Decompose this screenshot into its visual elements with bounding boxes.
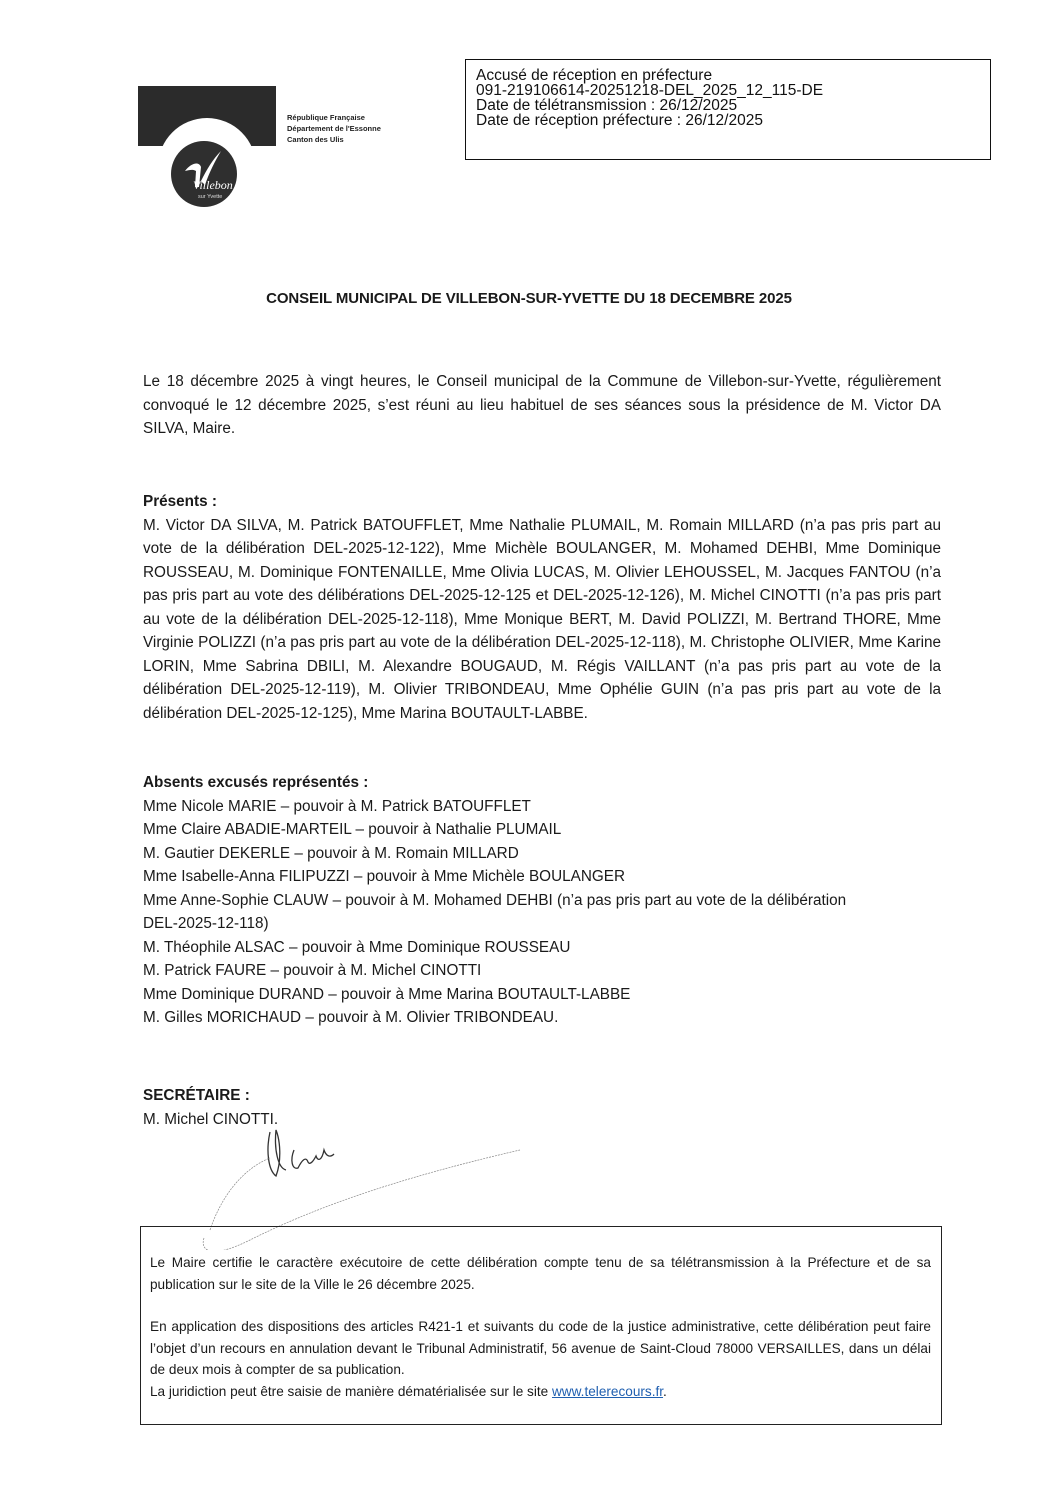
absent-row: Mme Anne-Sophie CLAUW – pouvoir à M. Mohamed DEHBI (n’a pas pris part au vote de la délibération [143,891,847,909]
secretary-heading: SECRÉTAIRE : [143,1087,250,1104]
caption-line-canton: Canton des Ulis [287,135,344,144]
absent-row: Mme Nicole MARIE – pouvoir à M. Patrick BATOUFFLET [143,797,531,815]
stamp-reception-date: Date de réception préfecture : 26/12/2025 [476,112,763,129]
absent-row: M. Gautier DEKERLE – pouvoir à M. Romain MILLARD [143,844,519,862]
document-title: CONSEIL MUNICIPAL DE VILLEBON-SUR-YVETTE DU 18 DECEMBRE 2025 [266,290,792,307]
appeal-text: En application des dispositions des articles R421-1 et suivants du code de la justice administrative, cette délibération peut faire l’objet d’un recours en annulation devant le Tribunal Administratif, 56 avenue de Saint-Cloud 78000 VERSAILLES, dans un délai de deux mois à compter de sa publication. [150,1319,931,1377]
absent-row: DEL-2025-12-118) [143,915,269,932]
logo-emblem-icon [171,141,237,207]
republic-caption [287,112,381,145]
absent-row: Mme Dominique DURAND – pouvoir à Mme Marina BOUTAULT-LABBE [143,985,631,1003]
secretary-name: M. Michel CINOTTI. [143,1110,279,1128]
presents-heading: Présents : [143,493,217,510]
online-appeal-suffix: . [663,1383,667,1399]
stamp-reference: 091-219106614-20251218-DEL_2025_12_115-DE [476,82,824,99]
absents-section [143,771,941,1030]
absent-row: M. Patrick FAURE – pouvoir à M. Michel CINOTTI [143,962,482,979]
caption-line-republic: République Française [287,113,365,122]
stamp-title: Accusé de réception en préfecture [476,67,713,84]
online-appeal-prefix: La juridiction peut être saisie de manière dématérialisée sur le site [150,1383,552,1399]
absent-row: M. Gilles MORICHAUD – pouvoir à M. Olivier TRIBONDEAU. [143,1009,559,1026]
stamp-transmission-date: Date de télétransmission : 26/12/2025 [476,97,738,114]
absent-row: M. Théophile ALSAC – pouvoir à Mme Dominique ROUSSEAU [143,938,571,956]
absents-heading: Absents excusés représentés : [143,774,369,791]
svg-text:Villebon: Villebon [193,178,233,192]
presents-section [143,490,941,725]
intro-paragraph: Le 18 décembre 2025 à vingt heures, le Conseil municipal de la Commune de Villebon-sur-Yvette, régulièrement convoqué le 12 décembre 2025, s’est réuni au lieu habituel de ses séances sous la présidence de M. Victor DA SILVA, Maire. [143,373,941,437]
svg-text:sur Yvette: sur Yvette [198,194,223,200]
online-appeal-line [150,1381,931,1403]
absent-row: Mme Claire ABADIE-MARTEIL – pouvoir à Nathalie PLUMAIL [143,821,562,838]
telerecours-link[interactable]: www.telerecours.fr [551,1383,664,1399]
legal-notice-box [140,1226,942,1425]
absent-row: Mme Isabelle-Anna FILIPUZZI – pouvoir à Mme Michèle BOULANGER [143,868,626,885]
caption-line-department: Département de l'Essonne [287,124,381,133]
villebon-logo [138,86,276,200]
prefecture-receipt-stamp [465,59,991,160]
presents-list: M. Victor DA SILVA, M. Patrick BATOUFFLET, Mme Nathalie PLUMAIL, M. Romain MILLARD (n’a pas pris part au vote de la délibération DEL-2025-12-122), Mme Michèle BOULANGER, M. Mohamed DEHBI, Mme Dominique ROUSSEAU, M. Dominique FONTENAILLE, Mme Olivia LUCAS, M. Olivier LEHOUSSEL, M. Jacques FANTOU (n’a pas pris part au vote des délibérations DEL-2025-12-125 et DEL-2025-12-126), M. Michel CINOTTI (n’a pas pris part au vote de la délibération DEL-2025-12-118), Mme Monique BERT, M. David POLIZZI, M. Bertrand THORE, Mme Virginie POLIZZI (n’a pas pris part au vote de la délibération DEL-2025-12-118), M. Christophe OLIVIER, Mme Karine LORIN, Mme Sabrina DBILI, M. Alexandre BOUGAUD, M. Régis VAILLANT (n’a pas pris part au vote de la délibération DEL-2025-12-119), M. Olivier TRIBONDEAU, Mme Ophélie GUIN (n’a pas pris part au vote de la délibération DEL-2025-12-125), Mme Marina BOUTAULT-LABBE. [143,516,941,722]
certification-text: Le Maire certifie le caractère exécutoire de cette délibération compte tenu de sa télétransmission à la Préfecture et de sa publication sur le site de la Ville le 26 décembre 2025. [150,1255,931,1292]
